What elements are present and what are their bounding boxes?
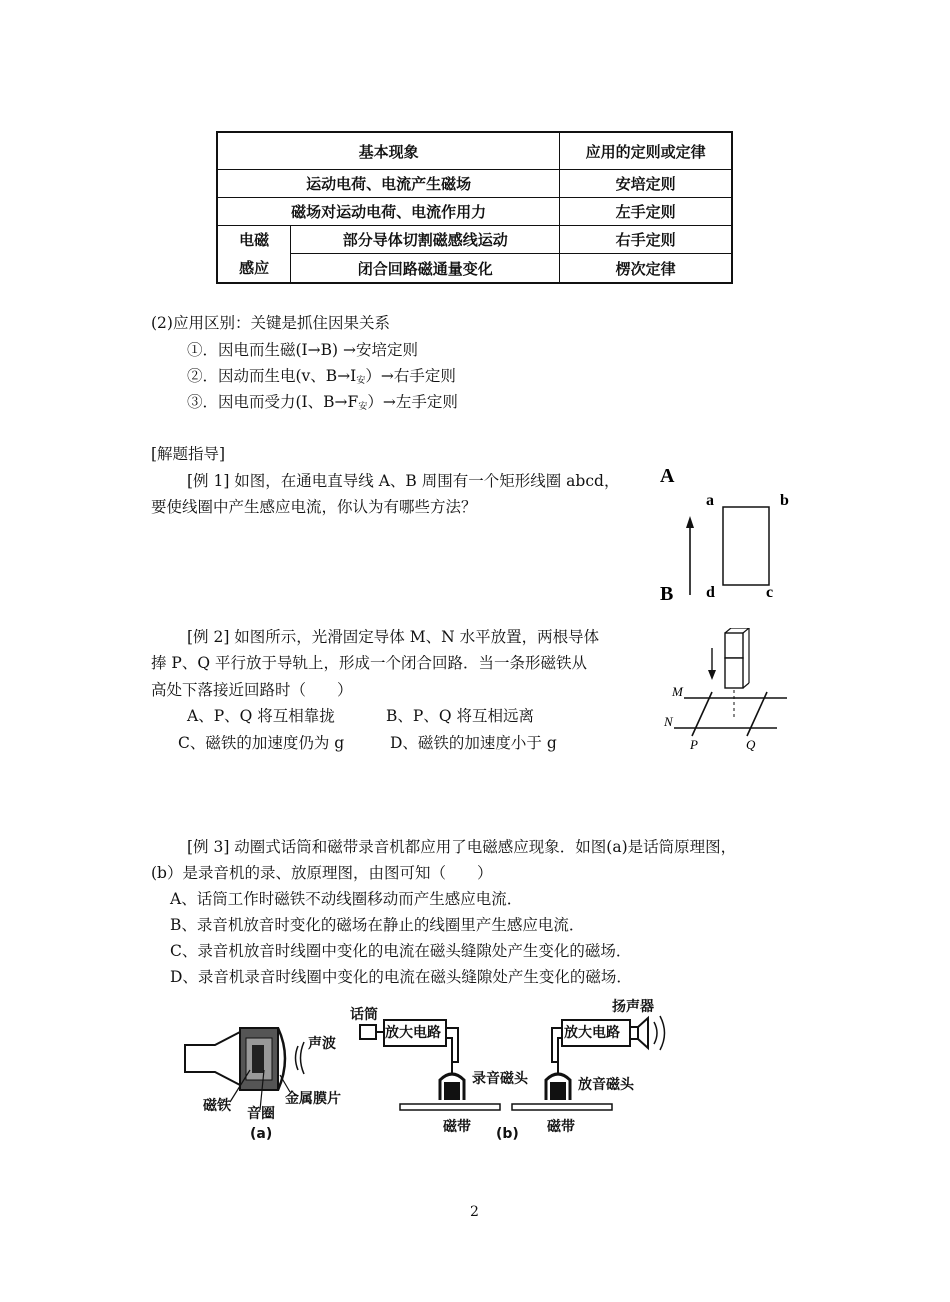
example1-line2: 要使线圈中产生感应电流，你认为有哪些方法？ (151, 498, 477, 516)
label-diaphragm: 金属膜片 (285, 1091, 341, 1107)
magnet-top (725, 633, 743, 658)
caption-b: (b) (496, 1126, 519, 1142)
fig-label-b: b (780, 492, 789, 509)
label-speaker: 扬声器 (612, 999, 654, 1015)
label-amp-1: 放大电路 (385, 1025, 441, 1041)
table-cell: 安培定则 (560, 170, 732, 198)
laws-table (216, 131, 733, 284)
table-cell: 部分导体切割磁感线运动 (291, 226, 560, 254)
label-magnet: 磁铁 (203, 1098, 231, 1114)
fig-label-A: A (660, 465, 675, 487)
section2-item-2: ②．因动而生电(v、$B\to I_安)\to$右手定则 (187, 367, 456, 386)
fig-label-Q: Q (746, 737, 756, 752)
example2-line2: 捧 P、Q 平行放于导轨上，形成一个闭合回路．当一条形磁铁从 (151, 654, 587, 672)
table-cell: 磁场对运动电荷、电流作用力 (217, 198, 560, 226)
example2-option-d: D、磁铁的加速度小于 g (390, 734, 557, 752)
table-cell: 左手定则 (560, 198, 732, 226)
wire-loop-figure (655, 460, 805, 610)
fig-label-M: M (672, 684, 683, 699)
section2-item-1: ①．因电而生磁(I→B) →安培定则 (187, 341, 419, 359)
fig-label-N: N (664, 714, 673, 729)
label-mic: 话筒 (350, 1007, 378, 1023)
guide-title: [解题指导] (151, 445, 226, 463)
down-arrow-icon (708, 670, 716, 680)
speaker-icon (638, 1018, 648, 1048)
example1-line1: [例 1] 如图，在通电直导线 A、B 周围有一个矩形线圈 abcd， (187, 472, 620, 490)
label-coil: 音圈 (247, 1106, 275, 1122)
caption-a: (a) (250, 1126, 273, 1142)
table-cell: 楞次定律 (560, 254, 732, 283)
example3-option-d: D、录音机录音时线圈中变化的电流在磁头缝隙处产生变化的磁场． (170, 968, 632, 986)
rectangular-coil (723, 507, 769, 585)
example3-option-a: A、话筒工作时磁铁不动线圈移动而产生感应电流． (170, 890, 523, 908)
fig-label-d: d (706, 584, 715, 601)
section2-title: (2)应用区别：关键是抓住因果关系 (151, 314, 390, 332)
table-header-rule: 应用的定则或定律 (560, 132, 732, 170)
fig-label-c: c (766, 584, 774, 601)
tape-1 (400, 1104, 500, 1110)
mic-icon (360, 1025, 376, 1039)
table-group-label: 电磁 感应 (217, 226, 291, 284)
fig-label-P: P (690, 737, 698, 752)
example2-line1: [例 2] 如图所示，光滑固定导体 M、N 水平放置，两根导体 (187, 628, 600, 646)
example2-option-a: A、P、Q 将互相靠拢 (187, 707, 335, 725)
example3-line2: (b）是录音机的录、放原理图，由图可知（ ） (151, 864, 493, 882)
magnet-bottom (725, 658, 743, 688)
fig-label-B: B (660, 583, 674, 605)
example3-option-c: C、录音机放音时线圈中变化的电流在磁头缝隙处产生变化的磁场． (170, 942, 632, 960)
label-tape-1: 磁带 (443, 1119, 471, 1135)
table-cell: 闭合回路磁通量变化 (291, 254, 560, 283)
table-header-phenomenon: 基本现象 (217, 132, 560, 170)
tape-2 (512, 1104, 612, 1110)
table-cell: 右手定则 (560, 226, 732, 254)
example2-line3: 高处下落接近回路时（ ） (151, 681, 353, 699)
fig-label-a: a (706, 492, 714, 509)
section2-item-3: ③．因电而受力(I、$B\to F_安)\to$左手定则 (187, 393, 458, 412)
example3-line1: [例 3] 动圈式话筒和磁带录音机都应用了电磁感应现象．如图(a)是话筒原理图， (187, 838, 737, 856)
example2-option-c: C、磁铁的加速度仍为 g (178, 734, 345, 752)
label-amp-2: 放大电路 (564, 1025, 620, 1041)
example3-option-b: B、录音机放音时变化的磁场在静止的线圈里产生感应电流． (170, 916, 585, 934)
label-record-head: 录音磁头 (472, 1071, 528, 1087)
page-number: 2 (470, 1204, 479, 1220)
label-sound-wave: 声波 (308, 1036, 336, 1052)
example2-option-b: B、P、Q 将互相远离 (386, 707, 534, 725)
label-play-head: 放音磁头 (578, 1077, 634, 1093)
table-cell: 运动电荷、电流产生磁场 (217, 170, 560, 198)
rails-magnet-figure (662, 628, 792, 752)
current-arrow-icon (686, 516, 694, 528)
label-tape-2: 磁带 (547, 1119, 575, 1135)
